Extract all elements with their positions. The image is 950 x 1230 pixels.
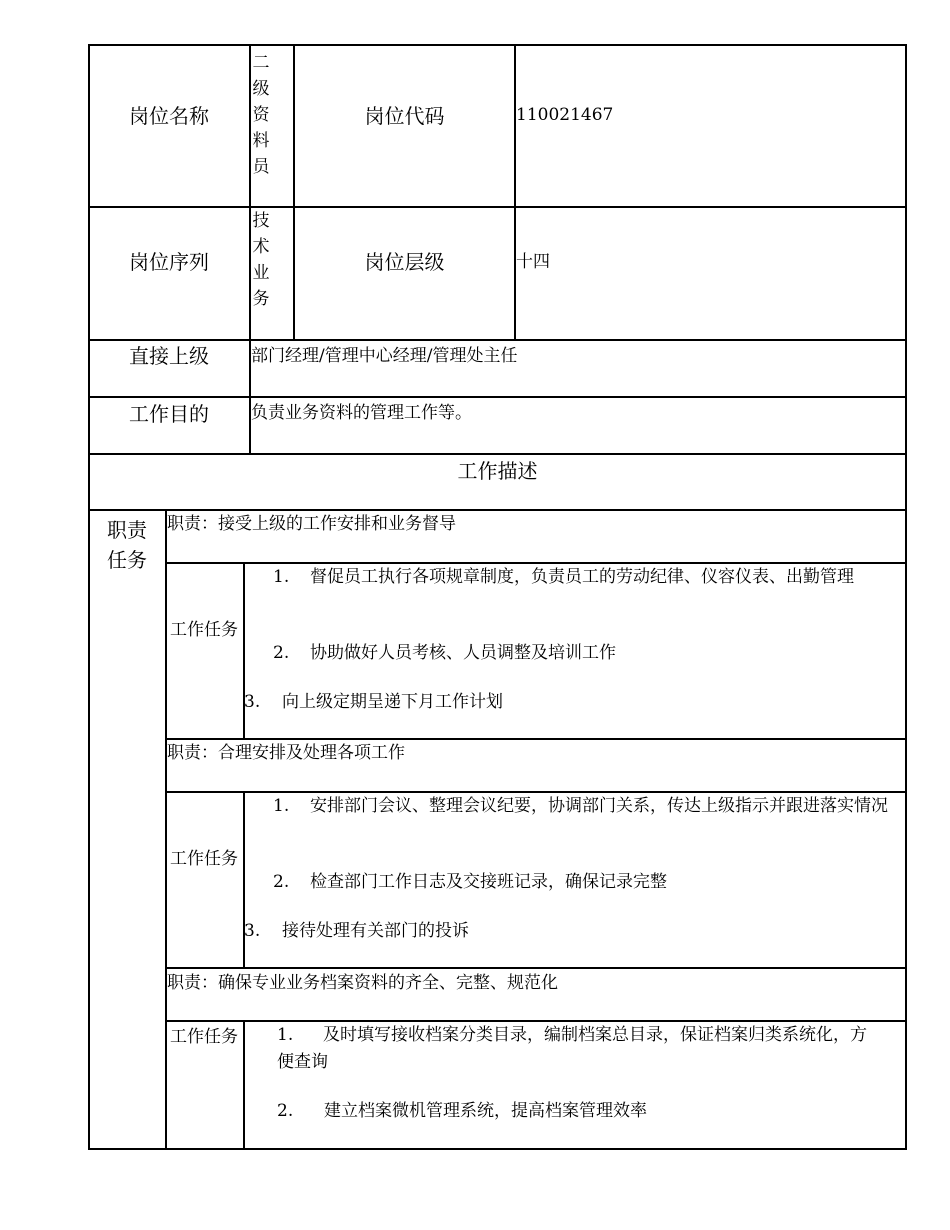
task-number: 3. xyxy=(244,692,261,712)
task-number: 2. xyxy=(277,1101,294,1121)
label-position-code: 岗位代码 xyxy=(364,104,445,128)
label-position-series: 岗位序列 xyxy=(129,250,209,274)
row-divider xyxy=(88,509,907,511)
position-code-value: 110021467 xyxy=(516,105,614,125)
task-text: 建立档案微机管理系统，提高档案管理效率 xyxy=(324,1101,647,1121)
row-divider xyxy=(88,453,907,455)
task-number: 2. xyxy=(273,643,290,663)
col-divider xyxy=(243,1020,245,1150)
task-text: 向上级定期呈递下月工作计划 xyxy=(282,692,503,712)
label-duties: 职责任务 xyxy=(107,518,147,572)
position-level-value: 十四 xyxy=(516,252,550,272)
duty-title: 职责：确保专业业务档案资料的齐全、完整、规范化 xyxy=(167,973,558,993)
label-job-purpose: 工作目的 xyxy=(129,402,209,426)
work-task-label: 工作任务 xyxy=(170,620,238,640)
label-position-level: 岗位层级 xyxy=(364,250,445,274)
border-left xyxy=(88,44,90,1150)
position-name-value: 二级资料员 xyxy=(252,53,270,177)
task-text: 督促员工执行各项规章制度，负责员工的劳动纪律、仪容仪表、出勤管理 xyxy=(310,567,854,587)
col-divider xyxy=(293,44,295,339)
duty-title: 职责：合理安排及处理各项工作 xyxy=(167,743,405,763)
col-divider xyxy=(165,509,167,1150)
task-number: 1. xyxy=(273,796,290,816)
task-text: 协助做好人员考核、人员调整及培训工作 xyxy=(310,643,616,663)
work-task-label: 工作任务 xyxy=(170,849,238,869)
task-text: 及时填写接收档案分类目录，编制档案总目录，保证档案归类系统化，方便查询 xyxy=(277,1025,867,1072)
label-position-name: 岗位名称 xyxy=(129,104,209,128)
row-divider xyxy=(88,396,907,398)
border-right xyxy=(905,44,907,1150)
task-number: 1. xyxy=(273,567,290,587)
job-description-table xyxy=(88,44,907,1150)
row-divider xyxy=(165,967,907,969)
duty-title: 职责：接受上级的工作安排和业务督导 xyxy=(167,514,456,534)
section-header-job-description: 工作描述 xyxy=(457,459,538,483)
task-number: 1. xyxy=(277,1025,294,1045)
border-top xyxy=(88,44,907,46)
direct-superior-value: 部门经理/管理中心经理/管理处主任 xyxy=(251,346,518,366)
job-purpose-value: 负责业务资料的管理工作等。 xyxy=(251,403,472,423)
col-divider xyxy=(514,44,516,339)
task-text: 检查部门工作日志及交接班记录，确保记录完整 xyxy=(310,872,667,892)
position-series-value: 技术业务 xyxy=(252,211,270,309)
task-text: 接待处理有关部门的投诉 xyxy=(282,921,469,941)
label-direct-superior: 直接上级 xyxy=(129,344,209,368)
border-bottom xyxy=(88,1148,907,1150)
row-divider xyxy=(165,738,907,740)
task-number: 3. xyxy=(244,921,261,941)
row-divider xyxy=(88,339,907,341)
row-divider xyxy=(88,206,907,208)
task-number: 2. xyxy=(273,872,290,892)
task-text: 安排部门会议、整理会议纪要，协调部门关系，传达上级指示并跟进落实情况 xyxy=(310,796,888,816)
work-task-label: 工作任务 xyxy=(170,1027,238,1047)
